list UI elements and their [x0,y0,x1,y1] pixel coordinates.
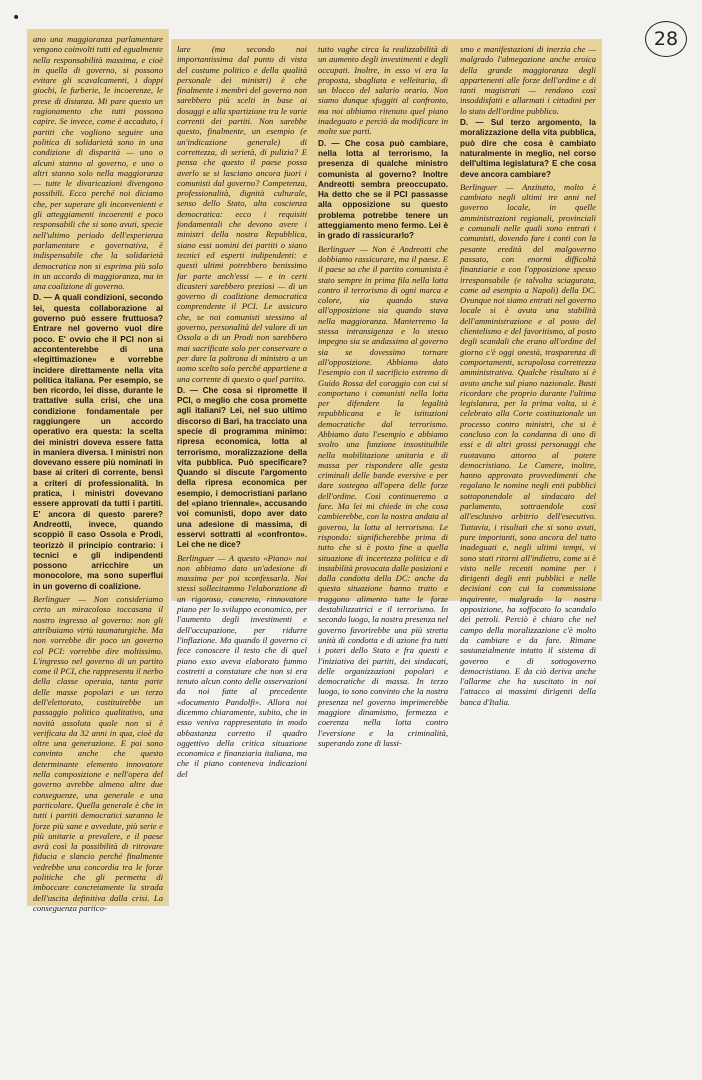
answer-paragraph: Berlinguer — Anzitutto, molto è cambiato negli ultimi tre anni nel governo locale, in quelle amministrazioni regionali, provinciali e comunali nelle quali sono entrati i comunisti, dovendo fare i conti con la pesante eredità del malgoverno passato, con enormi difficoltà finanziarie e con l'opposizione spesso irresponsabile (e talvolta sciagurata, come ad esempio a Napoli) della DC. Ovunque noi siamo entrati nel governo locale si è avuta una stabilità dell'amministrazione e al posto del clientelismo e del favoritismo, al posto degli scandali che erano all'ordine del giorno c'è oggi onestà, trasparenza di comportamenti, scrupolosa correttezza amministrativa. Qualche risultato si è avuto anche sul piano nazionale. Basti ricordare che proprio durante l'ultima legislatura, per la prima volta, si è celebrato alla Corte costituzionale un processo contro ministri, che si è concluso con la condanna di uno di essi e di altri grossi personaggi che ruotavano attorno al potere democristiano. Le Camere, inoltre, hanno approvato provvedimenti che regolano le nomine negli enti pubblici sottoponendole al sindacato del parlamento, sottraendole così all'esclusivo arbitrio dell'esecutivo. Tuttavia, i risultati che si sono avuti, pure importanti, sono ancora del tutto inadeguati e, negli ultimi tempi, vi sono stati ritorni all'indietro, come si è visto nelle recenti nomine per i dirigenti degli enti pubblici e nelle decisioni con cui la commissione inquirente, malgrado la nostra opposizione, ha soffocato lo scandalo dei petroli. Perciò è chiaro che nel campo della moralizzazione c'è molto da cambiare e da fare. Rimane sostanzialmente intatto il sistema di governo e di sottogoverno democristiano. E da ciò deriva anche l'allarme che ha suscitato in noi l'attacco ai massimi dirigenti della banca d'Italia. [460,181,596,707]
text-paragraph: tutto vaghe circa la realizzabilità di un aumento degli investimenti e degli occupati. Inoltre, in esso vi era la proposta, sbagliata e velleitaria, di un blocco del salario orario. Non siamo dunque sfuggiti al confronto, ma noi abbiamo ritenuto quel piano inadeguato e perciò da modificare in molte sue parti. [318,44,448,137]
clipping-column-2 [318,44,449,748]
clipping-column-1 [177,44,307,779]
answer-paragraph: Berlinguer — Non consideriamo certo un miracoloso toccasana il nostro ingresso al governo: non gli attribuiamo virtù taumaturgiche. Ma non vorrebbe dir poco un governo col PCI: vorrebbe dire moltissimo. L'ingresso nel governo di un partito come il PCI, che rappresenta il nerbo della classe operaia, tanta parte delle masse popolari e un terzo dell'elettorato, costituirebbe un passaggio politico qualitativo, una novità assoluta quale non si è verificata da 32 anni in qua, cioè da oltre una generazione. E poi sono convinto anche che questo determinante elemento innovatore nella composizione e nell'opera del governo avrebbe almeno altre due conseguenze, una generale e una particolare. Quella generale è che in tutti i partiti democratici saranno le forze più sane e avvedute, più serie e più unitarie a prevalere, e il paese avrà così la possibilità di ritrovare fiducia e slancio perché finalmente vedrebbe una concordia tra le forze politiche che gli permetta di imboccare concretamente la strada dell'uscita definitiva dalla crisi. La conseguenza partico- [33,594,163,913]
question-paragraph: D. — Che cosa si ripromette il PCI, o meglio che cosa promette agli italiani? Lei, nel suo ultimo discorso di Bari, ha tracciato una specie di programma minimo: ripresa economica, lotta al terrorismo, moralizzazione della vita pubblica. Può specificare? Quando si discute l'argomento della ripresa economica per esempio, i democristiani parlano del «piano triennale», accusando voi comunisti, dopo aver dato una adesione di massima, di esservi sottratti al «confronto». Lei che ne dice? [177,385,307,550]
page-mark: • [12,10,21,26]
answer-paragraph: Berlinguer — Non è Andreotti che dobbiamo rassicurare, ma il paese. E il paese sa che il partito comunista è stato sempre in prima fila nella lotta contro il terrorismo di ogni marca e colore, sia quando stava all'opposizione sia quando stava nella maggioranza. Manterremo la stessa intransigenza e lo stesso impegno sia se andassimo al governo sia se dovessimo tornare all'opposizione. Abbiamo dato l'esempio con il sacrificio estremo di Guido Rossa del coraggio con cui si comportano i comunisti nella lotta per difendere la legalità repubblicana e le istituzioni democratiche dal terrorismo. Abbiamo dato l'esempio e abbiamo svolto una funzione insostituibile nella mobilitazione unitaria e di massa per rispondere alle gesta criminali delle bande eversive e per dare sostegno all'opera delle forze dell'ordine. Così continueremo a fare. Ma lei mi chiede in che cosa cambierebbe, con la nostra andata al governo, la lotta al terrorismo. Le rispondo: significherebbe prima di tutto che si è posto fine a quella situazione di incertezza politica e di instabilità provocata dalle posizioni e dalla condotta della DC: anche da questa situazione hanno tratto e traggono alimento tutte le forze destabilizzatrici e il terrorismo. In secondo luogo, la nostra presenza nel governo favorirebbe una più stretta unità di condotta e di azione fra tutti i poteri dello Stato e fra questi e l'iniziativa dei partiti, dei sindacati, delle organizzazioni popolari e democratiche di massa. In terzo luogo, io sono convinto che la nostra presenza nel governo imprimerebbe maggiore dinamismo, fermezza e coerenza nella lotta contro l'eversione e la criminalità, superando zone di lassi- [318,243,449,748]
question-paragraph: D. — Che cosa può cambiare, nella lotta al terrorismo, la presenza di qualche ministro comunista al governo? Inoltre Andreotti sembra preoccupato. Ha detto che se il PCI passasse alla opposizione su questo problema potrebbe tenere un atteggiamento meno fermo. Lei è in grado di rassicurarlo? [318,138,448,241]
question-paragraph: D. — A quali condizioni, secondo lei, questa collaborazione al governo può essere fruttuosa? Entrare nel governo vuol dire poco. E' ovvio che il PCI non si accontenterebbe di una «legittimazione» e vorrebbe incidere direttamente nella vita politica italiana. Per esempio, se ben ricordo, lei disse, durante le trattative sulla crisi, che una condizione fondamentale per raggiungere un accordo operativo era questa: la scelta dei ministri doveva essere fatta in maniera diversa. I ministri non dovevano essere più nominati in base ai criteri di corrente, bensì a criteri di professionalità. In pratica, i ministri dovevano essere approvati da tutti i partiti. E' ancora di questo parere? Andreotti, invece, quando scoppiò il caso Ossola e Prodi, teorizzò il principio contrario: i tecnici e gli indipendenti possono arricchire un monocolore, ma sono superflui in un governo di coalizione. [33,293,163,591]
text-paragraph: ano una maggioranza parlamentare vengono coinvolti tutti ed egualmente nella responsabilità massima, e cioè in quella di governo, si possono evitare gli scavalcamenti, i doppi giochi, le furberie, le incoerenze, le prese di distanza. Mi pare questo un ragionamento che tutti possono capire. Se invece, come è accaduto, i partiti che vogliono seguire una politica di solidarietà sono in una condizione di disparità — uno o alcuni stanno al governo, e uno o altri stanno solo nella maggioranza — tutte le divaricazioni divengono possibili. Ecco perché noi diciamo che, per superare gli inconvenienti e gli atteggiamenti incoerenti e poco responsabili che si sono avuti, specie nell'ultimo periodo dell'esperienza parlamentare e governativa, è indispensabile che la solidarietà democratica non si esprima più solo in un accordo di maggioranza, ma in una coalizione di governo. [33,34,163,292]
text-paragraph: lare (ma secondo noi importantissima dal punto di vista del costume politico e della qualità personale dei ministri) è che finalmente i membri del governo non sarebbero più scelti in base ai dosaggi e alla spartizione tra le varie correnti dei partiti. Non sarebbe questo, finalmente, un esempio (e un'indicazione generale) di correttezza, di serietà, di pulizia? E pensa che questo il paese possa averlo se si lasciano ancora fuori i comunisti dal governo? Competenza, professionalità, dignità culturale, senso dello Stato, alta coscienza democratica: ecco i requisiti fondamentali che devono avere i ministri della nostra Repubblica, siano essi uomini dei partiti o siano tecnici ed esperti indipendenti: e questi ultimi potrebbero benissimo far parte anch'essi — e in certi dicasteri sarebbero preziosi — di un governo di coalizione democratica comprendente il PCI. Le assicuro che, se noi comunisti stessimo al governo, personalità del valore di un Ossola o di un Prodi non sarebbero mai sacrificate solo per conservare o per dare la poltrona di ministro a un uomo scelto solo perché appartiene a una corrente di questo o quel partito. [177,44,307,384]
clipping-left-column [33,34,163,913]
clipping-left [28,30,168,913]
question-paragraph: D. — Sul terzo argomento, la moralizzazione della vita pubblica, può dire che cosa è cambiato naturalmente in meglio, nel corso dell'ultima legislatura? E che cosa deve ancora cambiare? [460,118,596,179]
text-paragraph: smo e manifestazioni di inerzia che — malgrado l'abnegazione anche eroica della grande maggioranza degli appartenenti alle forze dell'ordine e di tanti magistrati — rendono così insoddisfatti e allarmati i cittadini per lo stato dell'ordine pubblico. [460,44,596,116]
clipping-right [172,40,601,779]
clipping-column-3 [460,44,596,707]
page-number: 28 [645,21,687,57]
answer-paragraph: Berlinguer — A questo «Piano» noi non abbiamo dato un'adesione di massima per poi sconfessarla. Noi stessi sollecitammo l'elaborazione di un rigoroso, concreto, rinnovatore piano per lo sviluppo economico, per l'aumento degli investimenti e dell'occupazione, per ridurre l'inflazione. Ma quando il governo ci fece conoscere il testo che di quel piano esso aveva elaborato fummo costretti a constatare che non si era tenuto alcun conto delle osservazioni da noi fatte al precedente «documento Pandolfi». Allora noi dicemmo chiaramente, subito, che in esso veniva rappresentato in modo abbastanza corretto il quadro oggettivo della critica situazione economica e finanziaria italiana, ma che il piano conteneva indicazioni del [177,552,307,779]
